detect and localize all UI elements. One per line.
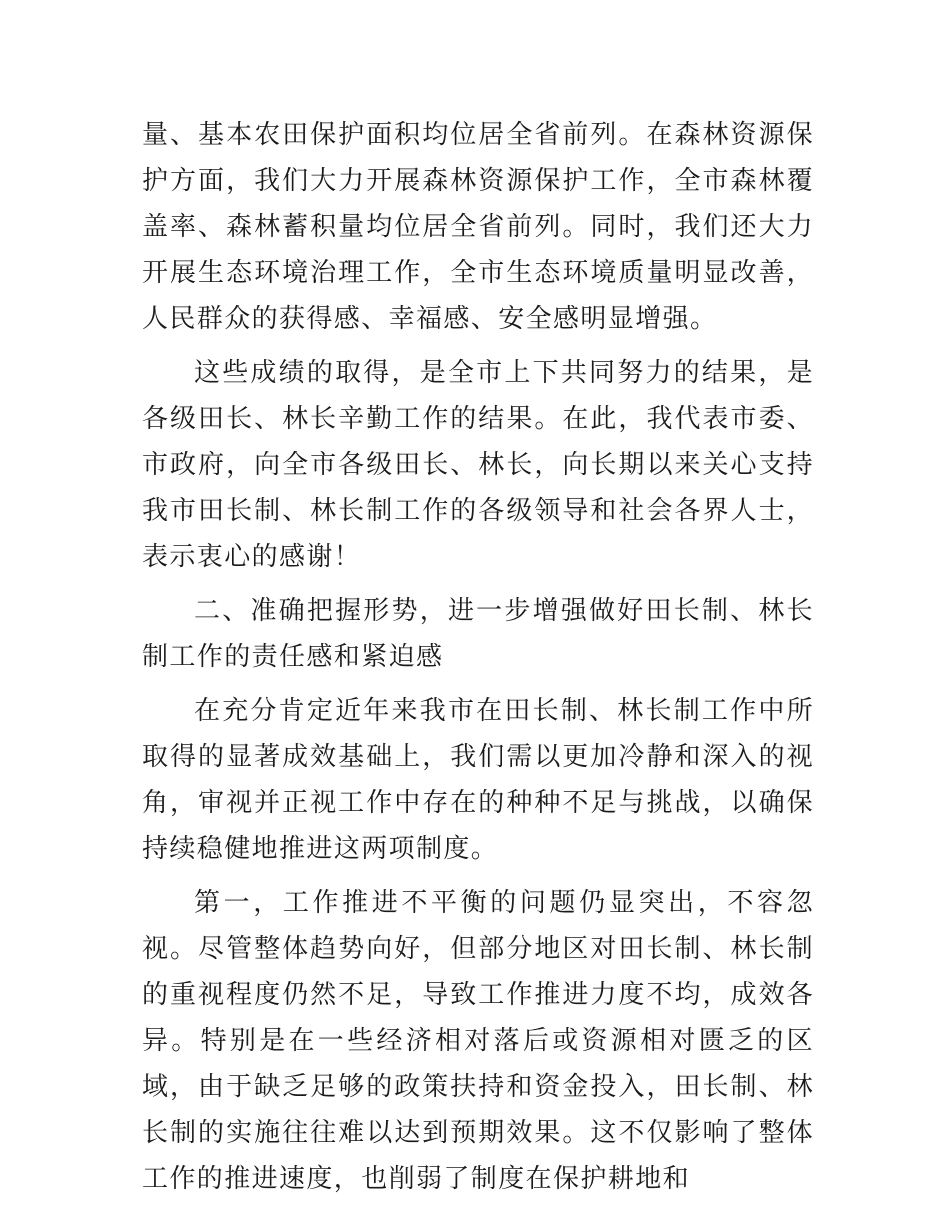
section-heading-2: 二、准确把握形势，进一步增强做好田长制、林长制工作的责任感和紧迫感 <box>142 596 814 672</box>
paragraph-continued: 量、基本农田保护面积均位居全省前列。在森林资源保护方面，我们大力开展森林资源保护工作，全市森林覆盖率、森林蓄积量均位居全省前列。同时，我们还大力开展生态环境治理工作，全市生态环境质量明显改善，人民群众的获得感、幸福感、安全感明显增强。 <box>142 120 814 334</box>
paragraph-intro-challenges: 在充分肯定近年来我市在田长制、林长制工作中所取得的显著成效基础上，我们需以更加冷静和深入的视角，审视并正视工作中存在的种种不足与挑战，以确保持续稳健地推进这两项制度。 <box>142 696 814 864</box>
paragraph-point-1: 第一，工作推进不平衡的问题仍显突出，不容忽视。尽管整体趋势向好，但部分地区对田长制、林长制的重视程度仍然不足，导致工作推进力度不均，成效各异。特别是在一些经济相对落后或资源相对匮乏的区域，由于缺乏足够的政策扶持和资金投入，田长制、林长制的实施往往难以达到预期效果。这不仅影响了整体工作的推进速度，也削弱了制度在保护耕地和 <box>142 888 814 1194</box>
document-body <box>142 112 814 1210</box>
paragraph-thanks: 这些成绩的取得，是全市上下共同努力的结果，是各级田长、林长辛勤工作的结果。在此，我代表市委、市政府，向全市各级田长、林长，向长期以来关心支持我市田长制、林长制工作的各级领导和社会各界人士，表示衷心的感谢！ <box>142 358 814 572</box>
